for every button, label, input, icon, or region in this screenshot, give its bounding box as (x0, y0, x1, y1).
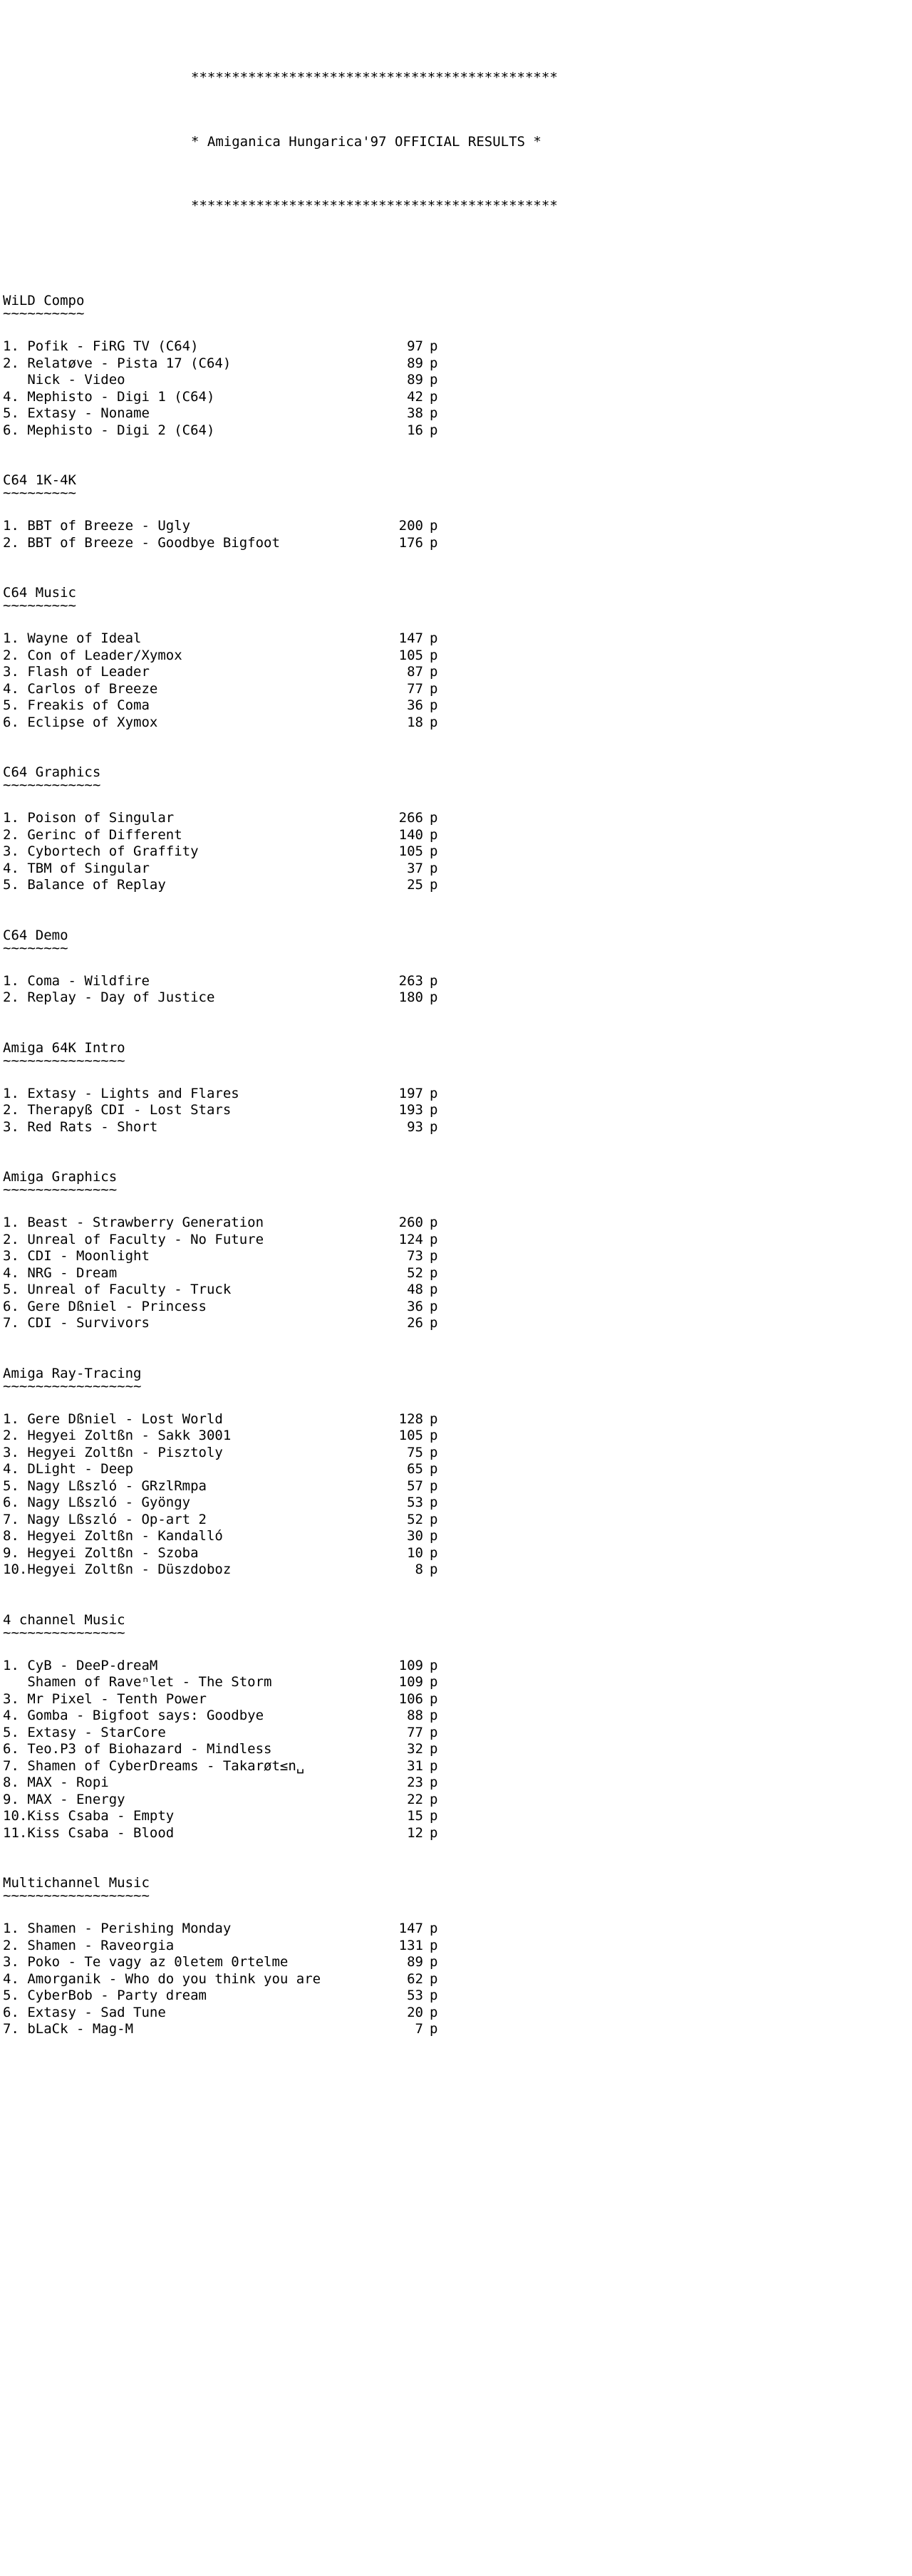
entry-points: 37 (407, 860, 423, 876)
entry-points-unit: p (430, 1937, 438, 1953)
entry-points-unit: p (430, 1544, 438, 1561)
result-entry (3, 1461, 912, 1478)
entry-points: 124 (398, 1231, 423, 1247)
entry-points-unit: p (430, 534, 438, 551)
entry-points-unit: p (430, 1477, 438, 1494)
result-entry (3, 1971, 912, 1988)
result-entry (3, 1411, 912, 1428)
result-entry (3, 648, 912, 665)
results-section (0, 1611, 912, 1842)
entry-label: 5. Balance of Replay (3, 877, 166, 893)
entry-label: 2. Hegyei Zoltßn - Sakk 3001 (3, 1428, 232, 1443)
entry-points: 42 (407, 388, 423, 405)
entry-label: 2. Gerinc of Different (3, 826, 182, 843)
entry-points-unit: p (430, 1741, 438, 1757)
result-entry (3, 990, 912, 1007)
entry-points-unit: p (430, 372, 438, 388)
result-entry (3, 697, 912, 715)
entry-label: 1. Shamen - Perishing Monday (3, 1921, 232, 1936)
result-entry (3, 1102, 912, 1119)
entry-label: 7. Shamen of CyberDreams - Takarøt≤n␣ (3, 1757, 305, 1774)
entry-points-unit: p (430, 972, 438, 989)
entry-points-unit: p (430, 405, 438, 421)
entry-points: 26 (407, 1315, 423, 1331)
result-entry (3, 1725, 912, 1742)
entry-points-unit: p (430, 1411, 438, 1427)
results-section (0, 292, 912, 439)
result-entry (3, 1954, 912, 1971)
entry-label: 1. Pofik - FiRG TV (C64) (3, 338, 199, 354)
entry-points: 263 (398, 972, 423, 989)
entry-label: 4. Amorganik - Who do you think you are (3, 1970, 321, 1987)
entry-label: 4. TBM of Singular (3, 860, 150, 876)
entry-label: 5. Extasy - Noname (3, 405, 150, 421)
entry-points-unit: p (430, 826, 438, 843)
entry-points: 109 (398, 1657, 423, 1673)
entry-label: 2. Relatøve - Pista 17 (C64) (3, 355, 232, 371)
entry-label: 5. Unreal of Faculty - Truck (3, 1282, 232, 1297)
entry-points: 12 (407, 1824, 423, 1841)
entry-list (1, 1658, 912, 1842)
entry-points: 147 (398, 630, 423, 646)
banner-line-top: ********************************************* (191, 70, 558, 85)
section-underline: ~~~~~~~~~~~~ (3, 777, 101, 793)
section-title: Amiga Graphics (3, 1169, 118, 1185)
entry-list (1, 973, 912, 1007)
section-underline: ~~~~~~~~~ (3, 598, 76, 613)
result-entry (3, 1562, 912, 1579)
entry-points-unit: p (430, 1674, 438, 1690)
entry-label: 9. Hegyei Zoltßn - Szoba (3, 1544, 199, 1561)
entry-points-unit: p (430, 1118, 438, 1135)
entry-points-unit: p (430, 990, 438, 1005)
result-entry (3, 1528, 912, 1545)
entry-points: 266 (398, 810, 423, 826)
result-entry (3, 877, 912, 894)
result-entry (3, 1315, 912, 1332)
result-entry (3, 1232, 912, 1249)
entry-points-unit: p (430, 1264, 438, 1281)
result-entry (3, 1445, 912, 1462)
entry-label: 6. Gere Dßniel - Princess (3, 1298, 207, 1314)
entry-points: 7 (415, 2021, 423, 2037)
entry-points: 105 (398, 647, 423, 663)
entry-list (1, 1215, 912, 1332)
result-entry (3, 355, 912, 373)
entry-list (1, 630, 912, 731)
section-title: Amiga Ray-Tracing (3, 1365, 142, 1381)
section-underline: ~~~~~~~~~~ (3, 306, 85, 321)
entry-points-unit: p (430, 843, 438, 859)
results-section (0, 1874, 912, 2038)
entry-points-unit: p (430, 1085, 438, 1101)
entry-points-unit: p (430, 1248, 438, 1264)
banner (0, 24, 912, 259)
results-section (0, 472, 912, 551)
result-entry (3, 973, 912, 990)
entry-label: 1. Beast - Strawberry Generation (3, 1215, 264, 1230)
entry-points: 15 (407, 1808, 423, 1824)
entry-points: 23 (407, 1775, 423, 1790)
entry-points: 8 (415, 1562, 423, 1577)
entry-points-unit: p (430, 664, 438, 680)
result-entry (3, 1708, 912, 1725)
section-title: C64 1K-4K (3, 472, 76, 488)
result-entry (3, 1545, 912, 1562)
entry-points: 57 (407, 1477, 423, 1494)
entry-points: 16 (407, 422, 423, 438)
entry-points-unit: p (430, 1988, 438, 2003)
entry-points-unit: p (430, 1282, 438, 1297)
entry-label: 4. DLight - Deep (3, 1461, 134, 1477)
section-underline: ~~~~~~~~~~~~~~~ (3, 1052, 125, 1069)
entry-points-unit: p (430, 1970, 438, 1987)
result-entry (3, 1758, 912, 1775)
result-entry (3, 1282, 912, 1299)
entry-label: 7. Nagy Lßszló - Op-art 2 (3, 1511, 207, 1527)
entry-list (1, 810, 912, 894)
result-entry (3, 535, 912, 552)
entry-points: 89 (407, 355, 423, 371)
results-section (0, 1168, 912, 1332)
result-entry (3, 1825, 912, 1842)
entry-label: 4. Carlos of Breeze (3, 680, 158, 697)
entry-points-unit: p (430, 1757, 438, 1774)
entry-label: 7. bLaCk - Mag-M (3, 2021, 134, 2037)
entry-label: 3. Poko - Te vagy az 0letem 0rtelme (3, 1954, 289, 1970)
result-entry (3, 810, 912, 827)
entry-label: 8. Hegyei Zoltßn - Kandalló (3, 1528, 223, 1544)
entry-points: 18 (407, 714, 423, 730)
entry-points-unit: p (430, 1495, 438, 1510)
result-entry (3, 1741, 912, 1758)
results-section (0, 1039, 912, 1136)
results-section (0, 1365, 912, 1579)
entry-points: 176 (398, 534, 423, 551)
entry-points-unit: p (430, 1657, 438, 1673)
entry-points: 128 (398, 1411, 423, 1427)
section-title: C64 Demo (3, 927, 68, 943)
entry-list (1, 1921, 912, 2038)
result-entry (3, 681, 912, 698)
entry-points: 31 (407, 1757, 423, 1774)
entry-points: 131 (398, 1937, 423, 1953)
entry-points: 97 (407, 338, 423, 354)
entry-points: 197 (398, 1085, 423, 1101)
entry-points-unit: p (430, 1461, 438, 1477)
banner-line-bottom: ********************************************* (191, 198, 558, 214)
entry-label: 1. Coma - Wildfire (3, 972, 150, 989)
result-entry (3, 1808, 912, 1825)
entry-points-unit: p (430, 1102, 438, 1118)
result-entry (3, 1119, 912, 1136)
entry-label: 5. Extasy - StarCore (3, 1724, 166, 1740)
entry-label: 10.Hegyei Zoltßn - Düszdoboz (3, 1562, 232, 1577)
entry-label: 5. Freakis of Coma (3, 697, 150, 713)
entry-points: 10 (407, 1544, 423, 1561)
entry-label: 3. Mr Pixel - Tenth Power (3, 1690, 207, 1707)
entry-points-unit: p (430, 697, 438, 713)
entry-points-unit: p (430, 680, 438, 697)
entry-points: 75 (407, 1444, 423, 1460)
section-underline: ~~~~~~~~~~~~~~~~~~ (3, 1888, 150, 1904)
entry-label: 5. CyberBob - Party dream (3, 1988, 207, 2003)
entry-label: 3. Hegyei Zoltßn - Pisztoly (3, 1444, 223, 1460)
entry-points-unit: p (430, 2004, 438, 2020)
entry-points: 180 (398, 990, 423, 1005)
entry-label: 3. Flash of Leader (3, 664, 150, 680)
entry-points-unit: p (430, 518, 438, 534)
entry-points: 105 (398, 843, 423, 859)
entry-label: 4. Mephisto - Digi 1 (C64) (3, 388, 215, 405)
entry-points-unit: p (430, 1528, 438, 1544)
section-underline: ~~~~~~~~~~~~~~~ (3, 1624, 125, 1641)
result-entry (3, 1674, 912, 1691)
result-entry (3, 1691, 912, 1708)
entry-label: 2. BBT of Breeze - Goodbye Bigfoot (3, 534, 280, 551)
entry-points-unit: p (430, 1690, 438, 1707)
entry-list (1, 338, 912, 439)
result-entry (3, 843, 912, 861)
result-entry (3, 1428, 912, 1445)
result-entry (3, 1775, 912, 1792)
entry-label: 3. CDI - Moonlight (3, 1248, 150, 1264)
section-underline: ~~~~~~~~~ (3, 485, 76, 501)
entry-points: 87 (407, 664, 423, 680)
result-entry (3, 715, 912, 732)
entry-points: 20 (407, 2004, 423, 2020)
entry-points: 53 (407, 1988, 423, 2003)
entry-points: 88 (407, 1708, 423, 1723)
result-entry (3, 827, 912, 844)
result-entry (3, 861, 912, 878)
entry-points-unit: p (430, 2021, 438, 2037)
entry-points: 193 (398, 1102, 423, 1118)
result-entry (3, 518, 912, 535)
entry-points: 93 (407, 1118, 423, 1135)
result-entry (3, 2005, 912, 2022)
section-underline: ~~~~~~~~ (3, 940, 68, 956)
entry-points-unit: p (430, 1511, 438, 1527)
entry-points: 89 (407, 372, 423, 388)
entry-label: 1. Wayne of Ideal (3, 630, 142, 646)
entry-label: Shamen of Raveⁿlet - The Storm (3, 1674, 272, 1690)
result-entry (3, 1265, 912, 1282)
result-entry (3, 1792, 912, 1809)
result-entry (3, 422, 912, 440)
entry-label: 4. NRG - Dream (3, 1264, 118, 1281)
entry-label: 1. BBT of Breeze - Ugly (3, 518, 191, 534)
entry-points-unit: p (430, 714, 438, 730)
entry-points: 105 (398, 1428, 423, 1443)
entry-label: 6. Eclipse of Xymox (3, 714, 158, 730)
entry-points: 65 (407, 1461, 423, 1477)
entry-label: 10.Kiss Csaba - Empty (3, 1808, 175, 1824)
entry-points: 25 (407, 877, 423, 893)
entry-points: 32 (407, 1741, 423, 1757)
entry-points: 62 (407, 1970, 423, 1987)
result-entry (3, 1478, 912, 1495)
entry-points: 260 (398, 1215, 423, 1230)
entry-label: 2. Therapyß CDI - Lost Stars (3, 1102, 232, 1118)
entry-points-unit: p (430, 877, 438, 893)
entry-label: 7. CDI - Survivors (3, 1315, 150, 1331)
result-entry (3, 389, 912, 406)
entry-points: 147 (398, 1921, 423, 1936)
entry-points-unit: p (430, 810, 438, 826)
section-title: Multichannel Music (3, 1875, 150, 1891)
entry-points-unit: p (430, 1954, 438, 1970)
result-entry (3, 1215, 912, 1232)
result-entry (3, 1988, 912, 2005)
entry-points: 48 (407, 1282, 423, 1297)
section-underline: ~~~~~~~~~~~~~~ (3, 1182, 118, 1198)
entry-label: Nick - Video (3, 372, 125, 388)
entry-label: 9. MAX - Energy (3, 1791, 125, 1807)
entry-list (1, 518, 912, 551)
entry-label: 1. CyB - DeeP-dreaM (3, 1657, 158, 1673)
entry-points-unit: p (430, 1708, 438, 1723)
entry-label: 6. Nagy Lßszló - Gyöngy (3, 1495, 191, 1510)
entry-label: 2. Shamen - Raveorgia (3, 1937, 175, 1953)
entry-points-unit: p (430, 388, 438, 405)
result-entry (3, 338, 912, 355)
entry-points: 22 (407, 1791, 423, 1807)
result-entry (3, 2021, 912, 2038)
entry-points: 52 (407, 1511, 423, 1527)
entry-points: 73 (407, 1248, 423, 1264)
entry-points-unit: p (430, 647, 438, 663)
entry-points-unit: p (430, 338, 438, 354)
section-title: WiLD Compo (3, 293, 85, 308)
result-entry (3, 664, 912, 681)
entry-label: 3. Red Rats - Short (3, 1118, 158, 1135)
banner-title: * Amiganica Hungarica'97 OFFICIAL RESULTS * (191, 134, 542, 150)
entry-points-unit: p (430, 1808, 438, 1824)
entry-points-unit: p (430, 1428, 438, 1443)
result-entry (3, 1658, 912, 1675)
entry-points: 109 (398, 1674, 423, 1690)
section-title: Amiga 64K Intro (3, 1039, 125, 1056)
results-section (0, 584, 912, 731)
entry-points-unit: p (430, 355, 438, 371)
results-section (0, 927, 912, 1007)
result-entry (3, 1248, 912, 1265)
entry-label: 2. Con of Leader/Xymox (3, 647, 182, 663)
entry-points-unit: p (430, 1824, 438, 1841)
entry-points: 89 (407, 1954, 423, 1970)
entry-label: 1. Extasy - Lights and Flares (3, 1085, 239, 1101)
entry-points-unit: p (430, 1215, 438, 1230)
entry-points-unit: p (430, 1444, 438, 1460)
result-entry (3, 1512, 912, 1529)
entry-label: 1. Poison of Singular (3, 810, 175, 826)
entry-points: 53 (407, 1495, 423, 1510)
entry-label: 4. Gomba - Bigfoot says: Goodbye (3, 1708, 264, 1723)
entry-label: 5. Nagy Lßszló - GRzlRmpa (3, 1477, 207, 1494)
result-entry (3, 405, 912, 422)
entry-label: 2. Replay - Day of Justice (3, 990, 215, 1005)
entry-label: 2. Unreal of Faculty - No Future (3, 1231, 264, 1247)
result-entry (3, 1086, 912, 1103)
entry-label: 6. Teo.P3 of Biohazard - Mindless (3, 1741, 272, 1757)
section-title: C64 Music (3, 585, 76, 601)
section-title: 4 channel Music (3, 1611, 125, 1628)
result-entry (3, 1938, 912, 1955)
result-entry (3, 372, 912, 389)
entry-points-unit: p (430, 1562, 438, 1577)
result-entry (3, 1921, 912, 1938)
entry-points: 200 (398, 518, 423, 534)
entry-points-unit: p (430, 1921, 438, 1936)
entry-points-unit: p (430, 1724, 438, 1740)
entry-points-unit: p (430, 1231, 438, 1247)
entry-label: 1. Gere Dßniel - Lost World (3, 1411, 223, 1427)
entry-points-unit: p (430, 1315, 438, 1331)
results-section (0, 764, 912, 894)
entry-points: 30 (407, 1528, 423, 1544)
sections-container (0, 292, 912, 2038)
entry-points-unit: p (430, 1775, 438, 1790)
entry-label: 8. MAX - Ropi (3, 1775, 109, 1790)
result-entry (3, 630, 912, 648)
entry-points-unit: p (430, 1298, 438, 1314)
entry-points: 38 (407, 405, 423, 421)
section-title: C64 Graphics (3, 764, 101, 780)
entry-points: 106 (398, 1690, 423, 1707)
entry-points: 36 (407, 697, 423, 713)
entry-list (1, 1086, 912, 1136)
entry-points: 36 (407, 1298, 423, 1314)
entry-points: 52 (407, 1264, 423, 1281)
result-entry (3, 1495, 912, 1512)
result-entry (3, 1299, 912, 1316)
entry-points: 140 (398, 826, 423, 843)
entry-label: 11.Kiss Csaba - Blood (3, 1824, 175, 1841)
entry-points: 77 (407, 1724, 423, 1740)
entry-points-unit: p (430, 1791, 438, 1807)
entry-label: 6. Extasy - Sad Tune (3, 2004, 166, 2020)
entry-points-unit: p (430, 422, 438, 438)
entry-points: 77 (407, 680, 423, 697)
entry-points-unit: p (430, 630, 438, 646)
entry-points-unit: p (430, 860, 438, 876)
section-underline: ~~~~~~~~~~~~~~~~~ (3, 1378, 142, 1394)
entry-label: 6. Mephisto - Digi 2 (C64) (3, 422, 215, 438)
entry-list (1, 1411, 912, 1579)
entry-label: 3. Cybortech of Graffity (3, 843, 199, 859)
